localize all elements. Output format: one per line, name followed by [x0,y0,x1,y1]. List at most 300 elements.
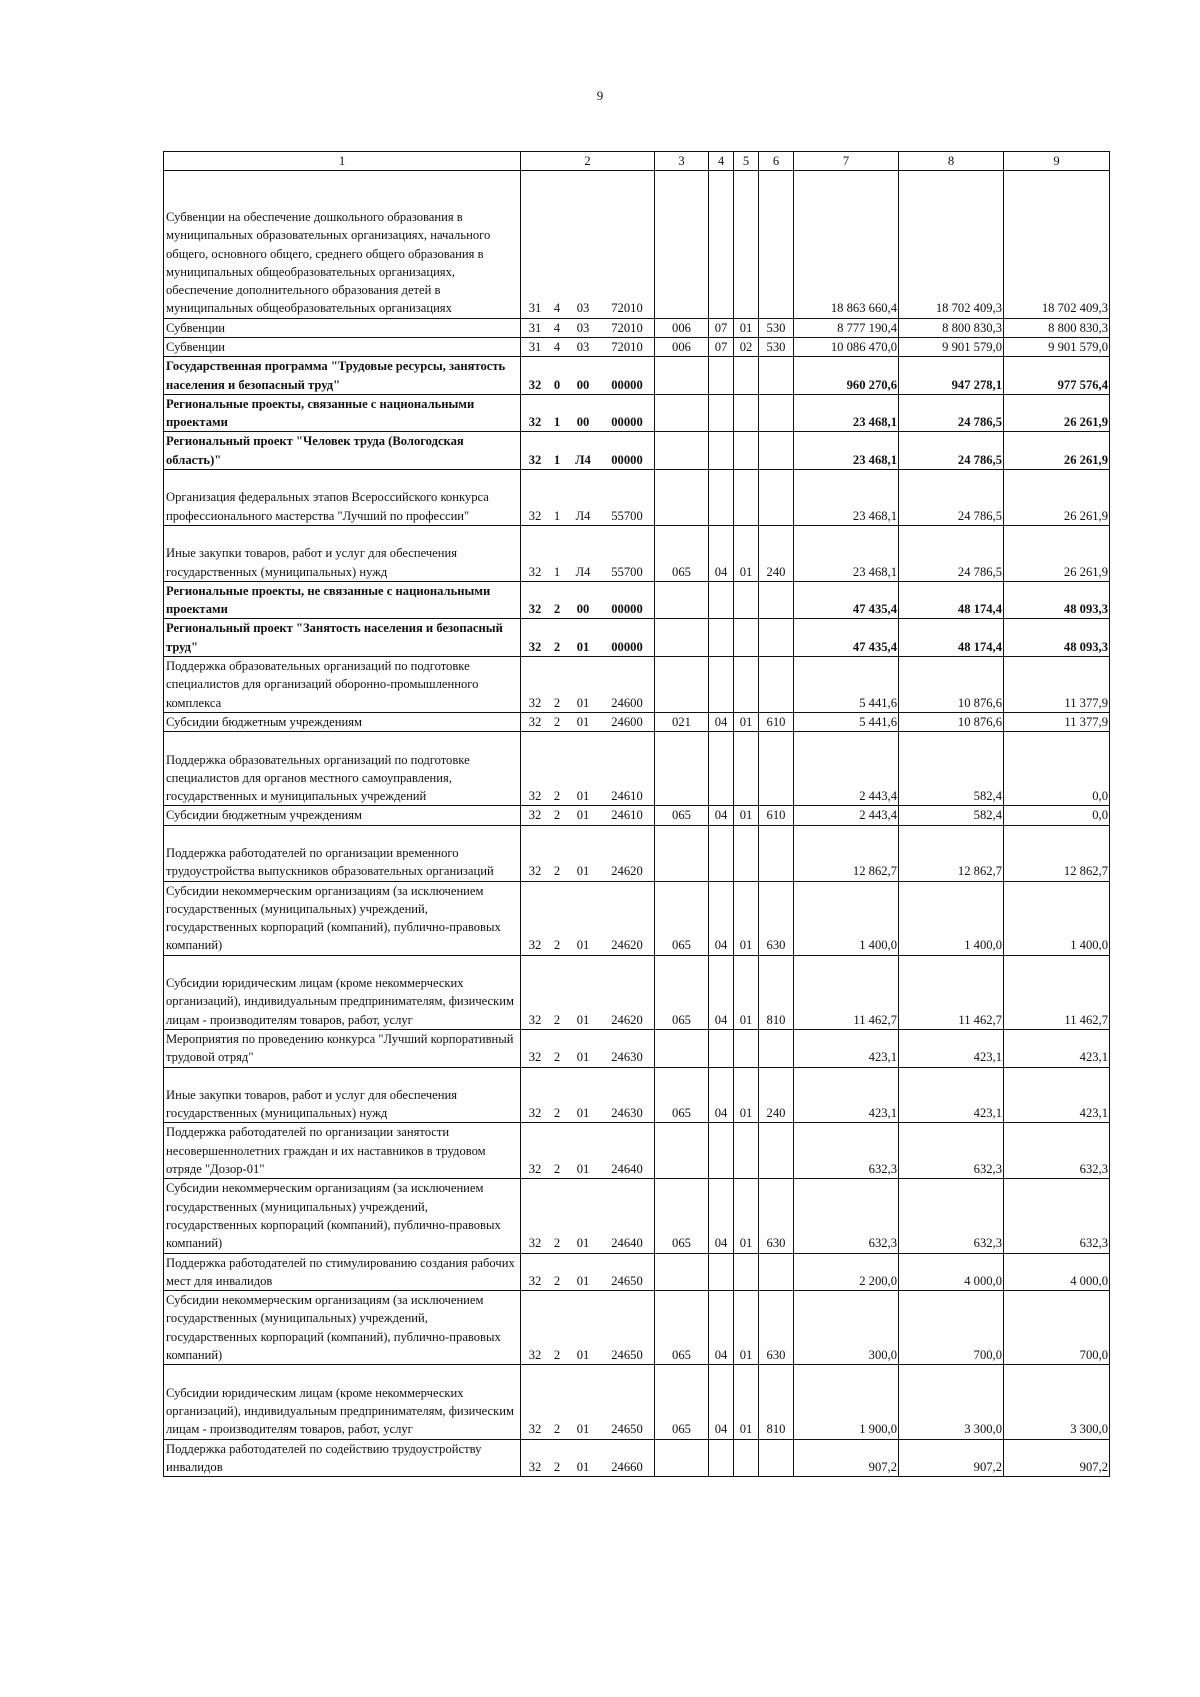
code-part: 01 [576,1012,590,1027]
col-4-cell: 04 [709,881,734,955]
code-part: 32 [528,1422,542,1437]
code-part: 4 [553,339,561,354]
col-3-cell: 006 [655,337,709,356]
col-4-cell [709,1253,734,1291]
row-code [521,1029,655,1067]
col-3-cell: 065 [655,1291,709,1365]
col-3-cell [655,357,709,395]
code-part: 1 [553,508,561,523]
value-col-9: 632,3 [1004,1123,1110,1179]
value-col-7: 632,3 [794,1179,899,1253]
value-col-9: 26 261,9 [1004,525,1110,581]
col-3-cell [655,657,709,713]
value-col-9: 423,1 [1004,1067,1110,1123]
row-name: Поддержка работодателей по содействию трудоустройству инвалидов [164,1439,521,1477]
code-part: 24610 [611,789,643,804]
value-col-9: 907,2 [1004,1439,1110,1477]
col-6-cell [759,581,794,619]
col-3-cell: 065 [655,881,709,955]
col-3-cell [655,470,709,526]
table-row [164,1067,1110,1123]
row-code [521,525,655,581]
code-part: 31 [528,339,542,354]
code-part: 01 [576,639,590,654]
col-5-cell [734,581,759,619]
col-5-cell: 01 [734,712,759,731]
col-6-cell [759,432,794,470]
table-row [164,955,1110,1029]
value-col-9: 18 702 409,3 [1004,171,1110,318]
row-code [521,1291,655,1365]
code-part: 32 [528,864,542,879]
col-6-cell [759,1123,794,1179]
value-col-8: 3 300,0 [899,1365,1004,1439]
col-4-cell: 04 [709,955,734,1029]
code-part: 0 [553,377,561,392]
value-col-7: 632,3 [794,1123,899,1179]
code-part: 4 [553,320,561,335]
col-3-cell: 021 [655,712,709,731]
col-5-cell [734,470,759,526]
code-part: 32 [528,602,542,617]
header-cell: 1 [164,152,521,171]
row-name: Мероприятия по проведению конкурса "Лучший корпоративный трудовой отряд" [164,1029,521,1067]
col-5-cell [734,1253,759,1291]
code-part: 00 [576,415,590,430]
row-code [521,470,655,526]
table-row [164,657,1110,713]
value-col-7: 11 462,7 [794,955,899,1029]
code-part: 32 [528,714,542,729]
row-name: Региональные проекты, не связанные с национальными проектами [164,581,521,619]
col-6-cell [759,657,794,713]
row-code-parts [521,451,654,469]
value-col-9: 26 261,9 [1004,394,1110,432]
row-code [521,1067,655,1123]
code-part: 72010 [611,320,643,335]
table-row [164,732,1110,806]
code-part: 32 [528,564,542,579]
table-row [164,1123,1110,1179]
row-name: Субвенции на обеспечение дошкольного образования в муниципальных образовательных организациях, начального общего, основного общего, среднего общего образования в муниципальных общеобразовательных организациях, обеспечение дополнительного образования детей в муниципальных общеобразовательных организациях [164,171,521,318]
table-row [164,1179,1110,1253]
col-3-cell: 065 [655,1067,709,1123]
col-6-cell [759,470,794,526]
col-5-cell [734,432,759,470]
col-6-cell [759,825,794,881]
code-part: Л4 [575,452,591,467]
value-col-9: 11 462,7 [1004,955,1110,1029]
value-col-7: 300,0 [794,1291,899,1365]
row-code-parts [521,862,654,880]
value-col-8: 48 174,4 [899,619,1004,657]
row-name: Иные закупки товаров, работ и услуг для обеспечения государственных (муниципальных) нужд [164,1067,521,1123]
budget-table [163,151,1110,1477]
header-cell: 2 [521,152,655,171]
code-part: 2 [553,864,561,879]
code-part: 24650 [611,1273,643,1288]
row-code-parts [521,413,654,431]
code-part: 32 [528,377,542,392]
value-col-8: 24 786,5 [899,470,1004,526]
col-5-cell: 01 [734,1067,759,1123]
code-part: 01 [576,808,590,823]
col-5-cell [734,1029,759,1067]
code-part: 32 [528,808,542,823]
header-cell: 4 [709,152,734,171]
code-part: Л4 [575,508,591,523]
col-5-cell [734,619,759,657]
row-code-parts [521,1234,654,1252]
value-col-9: 700,0 [1004,1291,1110,1365]
header-cell: 8 [899,152,1004,171]
col-3-cell: 065 [655,1179,709,1253]
code-part: 72010 [611,339,643,354]
col-5-cell: 01 [734,1365,759,1439]
code-part: 32 [528,789,542,804]
row-code [521,1439,655,1477]
row-name: Поддержка образовательных организаций по подготовке специалистов для органов местного самоуправления, государственных и муниципальных учреждений [164,732,521,806]
col-5-cell [734,171,759,318]
table-row [164,171,1110,318]
col-5-cell: 01 [734,881,759,955]
table-row [164,432,1110,470]
col-6-cell [759,1439,794,1477]
row-code-parts [521,563,654,581]
col-6-cell [759,1253,794,1291]
table-row [164,1439,1110,1477]
col-6-cell: 810 [759,1365,794,1439]
col-3-cell [655,825,709,881]
code-part: 03 [576,320,590,335]
code-part: 00000 [611,377,643,392]
value-col-9: 48 093,3 [1004,581,1110,619]
value-col-8: 10 876,6 [899,712,1004,731]
col-4-cell: 04 [709,712,734,731]
row-name: Субвенции [164,337,521,356]
code-part: 2 [553,602,561,617]
row-name: Организация федеральных этапов Всероссийского конкурса профессионального мастерства "Лучший по профессии" [164,470,521,526]
col-5-cell [734,394,759,432]
code-part: 24600 [611,695,643,710]
value-col-8: 632,3 [899,1123,1004,1179]
code-part: 2 [553,1106,561,1121]
value-col-9: 1 400,0 [1004,881,1110,955]
col-3-cell: 006 [655,318,709,337]
value-col-7: 960 270,6 [794,357,899,395]
value-col-8: 8 800 830,3 [899,318,1004,337]
col-4-cell [709,581,734,619]
value-col-7: 23 468,1 [794,470,899,526]
col-4-cell [709,1439,734,1477]
row-code-parts [521,638,654,656]
value-col-7: 8 777 190,4 [794,318,899,337]
header-cell: 9 [1004,152,1110,171]
col-4-cell [709,171,734,318]
row-name: Поддержка работодателей по стимулированию создания рабочих мест для инвалидов [164,1253,521,1291]
row-code [521,1179,655,1253]
col-6-cell [759,394,794,432]
row-code [521,1253,655,1291]
value-col-9: 0,0 [1004,806,1110,825]
code-part: 2 [553,1162,561,1177]
col-6-cell: 530 [759,337,794,356]
col-4-cell [709,619,734,657]
value-col-7: 47 435,4 [794,619,899,657]
row-code-parts [521,376,654,394]
col-5-cell [734,1439,759,1477]
code-part: 24660 [611,1459,643,1474]
code-part: 55700 [611,508,643,523]
row-code [521,171,655,318]
header-cell: 6 [759,152,794,171]
value-col-8: 907,2 [899,1439,1004,1477]
row-code-parts [521,1272,654,1290]
code-part: 01 [576,1459,590,1474]
value-col-8: 947 278,1 [899,357,1004,395]
code-part: 00 [576,377,590,392]
value-col-9: 632,3 [1004,1179,1110,1253]
row-name: Субсидии бюджетным учреждениям [164,806,521,825]
value-col-9: 26 261,9 [1004,470,1110,526]
col-5-cell [734,1123,759,1179]
row-code-parts [521,787,654,805]
col-4-cell [709,825,734,881]
row-code-parts [521,694,654,712]
col-6-cell [759,1029,794,1067]
code-part: 24630 [611,1050,643,1065]
table-row [164,337,1110,356]
table-row [164,712,1110,731]
code-part: 32 [528,508,542,523]
code-part: 01 [576,695,590,710]
col-4-cell: 07 [709,318,734,337]
col-6-cell [759,357,794,395]
value-col-9: 9 901 579,0 [1004,337,1110,356]
row-name: Субсидии некоммерческим организациям (за исключением государственных (муниципальных) учреждений, государственных корпораций (компаний), публично-правовых компаний) [164,1179,521,1253]
row-code-parts [521,1048,654,1066]
code-part: 2 [553,1236,561,1251]
value-col-7: 23 468,1 [794,525,899,581]
row-code [521,581,655,619]
code-part: 24650 [611,1422,643,1437]
value-col-7: 23 468,1 [794,394,899,432]
table-row [164,581,1110,619]
row-code-parts [521,1458,654,1476]
col-4-cell [709,357,734,395]
row-code [521,1123,655,1179]
col-5-cell: 01 [734,1291,759,1365]
value-col-9: 8 800 830,3 [1004,318,1110,337]
row-code [521,318,655,337]
code-part: 31 [528,301,542,316]
col-3-cell [655,1123,709,1179]
row-code-parts [521,600,654,618]
row-code [521,394,655,432]
col-4-cell [709,432,734,470]
row-name: Субвенции [164,318,521,337]
table-row [164,318,1110,337]
table-row [164,806,1110,825]
value-col-8: 4 000,0 [899,1253,1004,1291]
row-name: Субсидии некоммерческим организациям (за исключением государственных (муниципальных) учреждений, государственных корпораций (компаний), публично-правовых компаний) [164,881,521,955]
col-4-cell [709,732,734,806]
code-part: 01 [576,1348,590,1363]
code-part: 01 [576,714,590,729]
col-3-cell [655,619,709,657]
col-5-cell: 01 [734,318,759,337]
col-4-cell: 04 [709,806,734,825]
row-code [521,657,655,713]
value-col-7: 18 863 660,4 [794,171,899,318]
row-name: Региональный проект "Занятость населения и безопасный труд" [164,619,521,657]
col-4-cell [709,657,734,713]
value-col-9: 977 576,4 [1004,357,1110,395]
value-col-7: 12 862,7 [794,825,899,881]
col-6-cell [759,171,794,318]
code-part: 2 [553,1273,561,1288]
code-part: 24650 [611,1348,643,1363]
page-number: 9 [596,88,604,103]
value-col-7: 23 468,1 [794,432,899,470]
code-part: 32 [528,1348,542,1363]
table-row [164,825,1110,881]
code-part: 1 [553,415,561,430]
col-3-cell: 065 [655,806,709,825]
value-col-7: 47 435,4 [794,581,899,619]
col-4-cell [709,1029,734,1067]
code-part: 2 [553,789,561,804]
code-part: 72010 [611,301,643,316]
col-3-cell [655,1029,709,1067]
row-code-parts [521,319,654,337]
table-row [164,394,1110,432]
value-col-9: 11 377,9 [1004,712,1110,731]
col-6-cell: 530 [759,318,794,337]
row-code-parts [521,1160,654,1178]
value-col-8: 12 862,7 [899,825,1004,881]
header-cell: 7 [794,152,899,171]
row-name: Субсидии юридическим лицам (кроме некоммерческих организаций), индивидуальным предпринимателям, физическим лицам - производителям товаров, работ, услуг [164,955,521,1029]
col-3-cell [655,581,709,619]
code-part: 32 [528,1050,542,1065]
code-part: 2 [553,808,561,823]
code-part: 00000 [611,602,643,617]
code-part: 24620 [611,938,643,953]
col-3-cell: 065 [655,525,709,581]
value-col-8: 18 702 409,3 [899,171,1004,318]
code-part: 4 [553,301,561,316]
row-code-parts [521,299,654,317]
code-part: 2 [553,1012,561,1027]
row-code-parts [521,338,654,356]
value-col-9: 4 000,0 [1004,1253,1110,1291]
header-cell: 5 [734,152,759,171]
row-code-parts [521,936,654,954]
row-code [521,881,655,955]
value-col-8: 1 400,0 [899,881,1004,955]
code-part: 24640 [611,1236,643,1251]
row-code [521,712,655,731]
code-part: 31 [528,320,542,335]
code-part: 01 [576,1422,590,1437]
row-name: Иные закупки товаров, работ и услуг для обеспечения государственных (муниципальных) нужд [164,525,521,581]
col-6-cell [759,732,794,806]
row-code-parts [521,713,654,731]
code-part: 01 [576,1050,590,1065]
row-name: Субсидии некоммерческим организациям (за исключением государственных (муниципальных) учреждений, государственных корпораций (компаний), публично-правовых компаний) [164,1291,521,1365]
code-part: 32 [528,1012,542,1027]
table-row [164,1365,1110,1439]
col-5-cell: 02 [734,337,759,356]
table-row [164,1291,1110,1365]
col-3-cell [655,394,709,432]
code-part: 2 [553,639,561,654]
col-6-cell: 240 [759,525,794,581]
col-5-cell [734,825,759,881]
code-part: 24620 [611,1012,643,1027]
col-5-cell: 01 [734,525,759,581]
col-5-cell: 01 [734,806,759,825]
header-row [164,152,1110,171]
code-part: 24600 [611,714,643,729]
code-part: 32 [528,415,542,430]
table-row [164,357,1110,395]
table-row [164,1253,1110,1291]
code-part: 55700 [611,564,643,579]
code-part: 2 [553,1459,561,1474]
code-part: 24640 [611,1162,643,1177]
row-name: Региональные проекты, связанные с национальными проектами [164,394,521,432]
col-3-cell [655,1253,709,1291]
code-part: 2 [553,938,561,953]
row-name: Поддержка образовательных организаций по подготовке специалистов для организаций оборонно-промышленного комплекса [164,657,521,713]
code-part: 2 [553,714,561,729]
col-6-cell: 240 [759,1067,794,1123]
col-5-cell [734,357,759,395]
value-col-8: 24 786,5 [899,394,1004,432]
row-code [521,806,655,825]
col-4-cell [709,394,734,432]
value-col-9: 0,0 [1004,732,1110,806]
value-col-8: 9 901 579,0 [899,337,1004,356]
row-code [521,1365,655,1439]
code-part: 32 [528,1273,542,1288]
value-col-7: 5 441,6 [794,712,899,731]
value-col-8: 582,4 [899,732,1004,806]
value-col-9: 423,1 [1004,1029,1110,1067]
col-3-cell [655,171,709,318]
col-5-cell: 01 [734,1179,759,1253]
row-name: Субсидии бюджетным учреждениям [164,712,521,731]
col-4-cell: 04 [709,1179,734,1253]
value-col-8: 48 174,4 [899,581,1004,619]
col-5-cell [734,657,759,713]
value-col-9: 3 300,0 [1004,1365,1110,1439]
table-row [164,470,1110,526]
code-part: 24620 [611,864,643,879]
row-name: Субсидии юридическим лицам (кроме некоммерческих организаций), индивидуальным предпринимателям, физическим лицам - производителям товаров, работ, услуг [164,1365,521,1439]
value-col-8: 423,1 [899,1067,1004,1123]
col-4-cell: 04 [709,525,734,581]
col-3-cell: 065 [655,1365,709,1439]
code-part: 24610 [611,808,643,823]
code-part: 01 [576,1162,590,1177]
value-col-8: 24 786,5 [899,525,1004,581]
table-row [164,881,1110,955]
row-code [521,357,655,395]
col-4-cell: 04 [709,1365,734,1439]
